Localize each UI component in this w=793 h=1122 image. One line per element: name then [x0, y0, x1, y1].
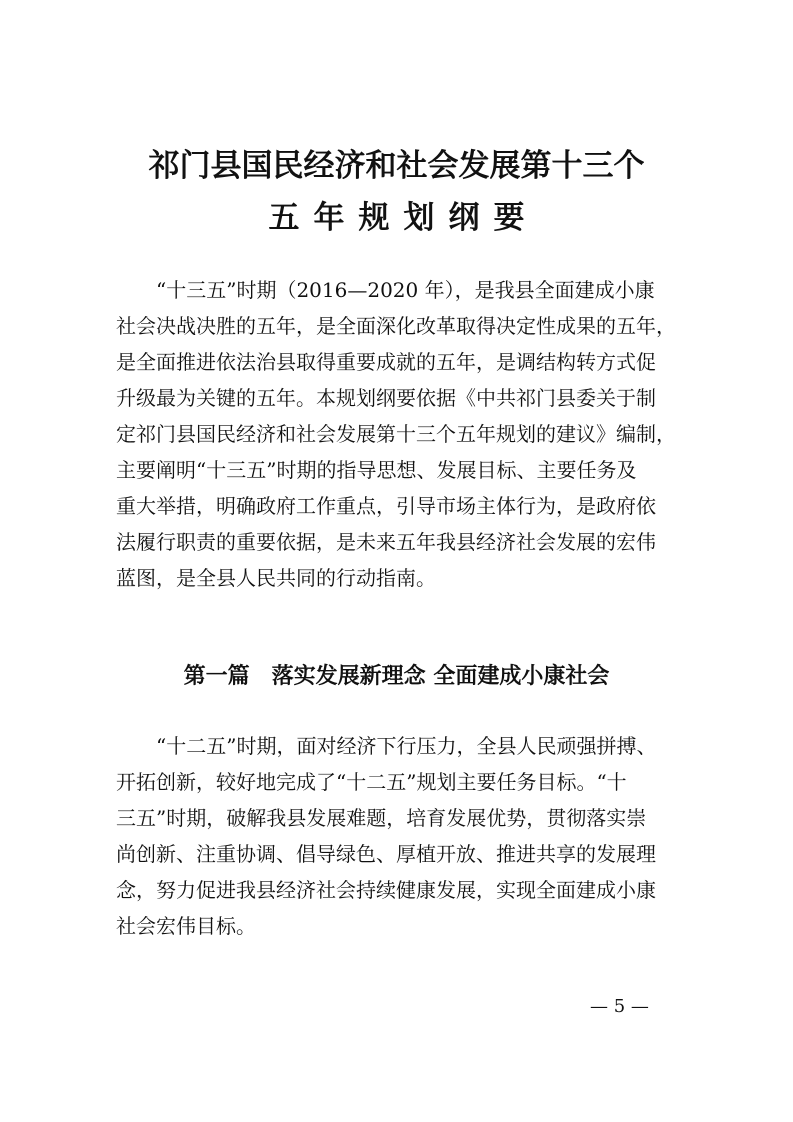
text-line: 念，努力促进我县经济社会持续健康发展，实现全面建成小康 [116, 878, 656, 902]
intro-paragraph [116, 272, 686, 596]
section-heading: 第一篇 落实发展新理念 全面建成小康社会 [183, 664, 610, 689]
text-line: “十三五”时期（2016—2020 年），是我县全面建成小康 [116, 278, 655, 302]
text-line: 是全面推进依法治县取得重要成就的五年，是调结构转方式促 [116, 350, 656, 374]
page-number: — 5 — [590, 996, 649, 1017]
text-line: 尚创新、注重协调、倡导绿色、厚植开放、推进共享的发展理 [116, 842, 656, 866]
text-line: 主要阐明“十三五”时期的指导思想、发展目标、主要任务及 [116, 458, 637, 482]
text-line: 三五”时期，破解我县发展难题，培育发展优势，贯彻落实崇 [116, 806, 647, 830]
section-paragraph [116, 728, 686, 944]
text-line: 升级最为关键的五年。本规划纲要依据《中共祁门县委关于制 [116, 386, 656, 410]
text-line: 法履行职责的重要依据，是未来五年我县经济社会发展的宏伟 [116, 530, 656, 554]
text-line: 社会宏伟目标。 [116, 914, 256, 938]
text-line: 定祁门县国民经济和社会发展第十三个五年规划的建议》编制， [116, 422, 676, 446]
text-line: 社会决战决胜的五年，是全面深化改革取得决定性成果的五年， [116, 314, 676, 338]
text-line: 开拓创新，较好地完成了“十二五”规划主要任务目标。“十 [116, 770, 627, 794]
document-title-line-1: 祁门县国民经济和社会发展第十三个 [148, 148, 645, 184]
text-line: 重大举措，明确政府工作重点，引导市场主体行为，是政府依 [116, 494, 656, 518]
text-line: “十二五”时期，面对经济下行压力，全县人民顽强拼搏、 [116, 734, 657, 758]
text-line: 蓝图，是全县人民共同的行动指南。 [116, 566, 436, 590]
document-title-line-2: 五年规划纲要 [268, 200, 539, 236]
